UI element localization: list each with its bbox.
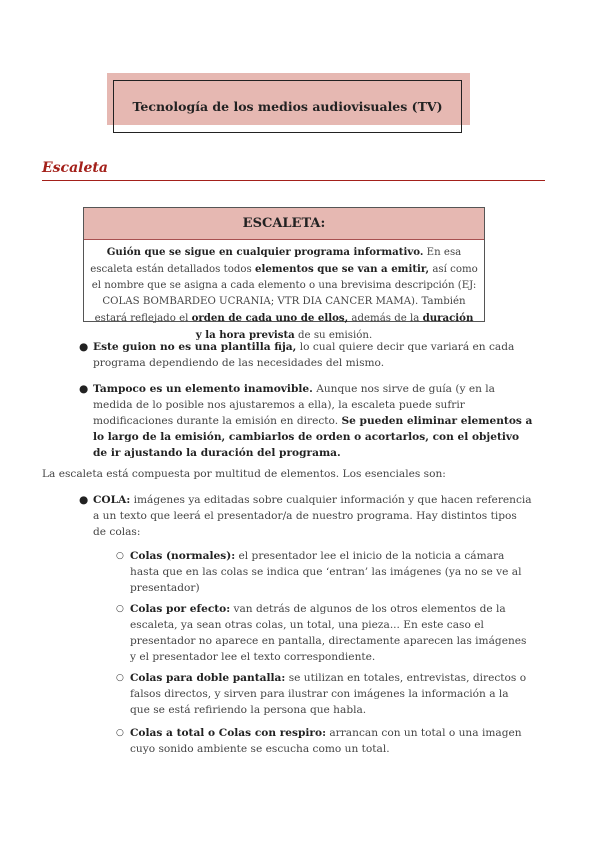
sub-list-item: ○ Colas (normales): el presentador lee el inicio de la noticia a cámara hasta que en las colas se indica que ‘entran’ las imágenes (ya no se ve al presentador) <box>116 550 522 594</box>
definition-box-text: Guión que se sigue en cualquier programa informativo. En esa escaleta están detallados todos elementos que se van a emitir, así como el nombre que se asigna a cada elemento o una brevisima descripción (EJ: COLAS BOMBARDEO UCRANIA; VTR DIA CANCER MAMA). También estará reflejado el orden de cada uno de ellos, además de la duración y la hora prevista de su emisión. <box>90 246 478 341</box>
definition-box <box>83 207 485 341</box>
section-heading: Escaleta <box>42 160 108 176</box>
document-title: Tecnología de los medios audiovisuales (TV) <box>113 80 462 133</box>
definition-box-header: ESCALETA: <box>84 208 484 240</box>
sub-list-item: ○ Colas para doble pantalla: se utilizan en totales, entrevistas, directos o falsos directos, y sirven para ilustrar con imágenes la información a la que se está refiriendo la persona que habla. <box>116 672 527 716</box>
intro-paragraph: La escaleta está compuesta por multitud de elementos. Los esenciales son: <box>42 468 446 480</box>
list-item: ● COLA: imágenes ya editadas sobre cualquier información y que hacen referencia a un texto que leerá el presentador/a de nuestro programa. Hay distintos tipos de colas: <box>79 494 532 538</box>
list-item: ● Tampoco es un elemento inamovible. Aunque nos sirve de guía (y en la medida de lo posible nos ajustaremos a ella), la escaleta puede sufrir modificaciones durante la emisión en directo. Se pueden eliminar elementos a lo largo de la emisión, cambiarlos de orden o acortarlos, con el objetivo de ir ajustando la duración del programa. <box>79 383 533 459</box>
sub-list-item: ○ Colas por efecto: van detrás de algunos de los otros elementos de la escaleta, ya sean otras colas, un total, una pieza... En este caso el presentador no aparece en pantalla, directamente aparecen las imágenes y el presentador lee el texto correspondiente. <box>116 603 527 663</box>
list-item: ● Este guion no es una plantilla fija, lo cual quiere decir que variará en cada programa dependiendo de las necesidades del mismo. <box>79 341 515 369</box>
sub-list-item: ○ Colas a total o Colas con respiro: arrancan con un total o una imagen cuyo sonido ambiente se escucha como un total. <box>116 727 522 755</box>
heading-rule <box>42 180 545 181</box>
